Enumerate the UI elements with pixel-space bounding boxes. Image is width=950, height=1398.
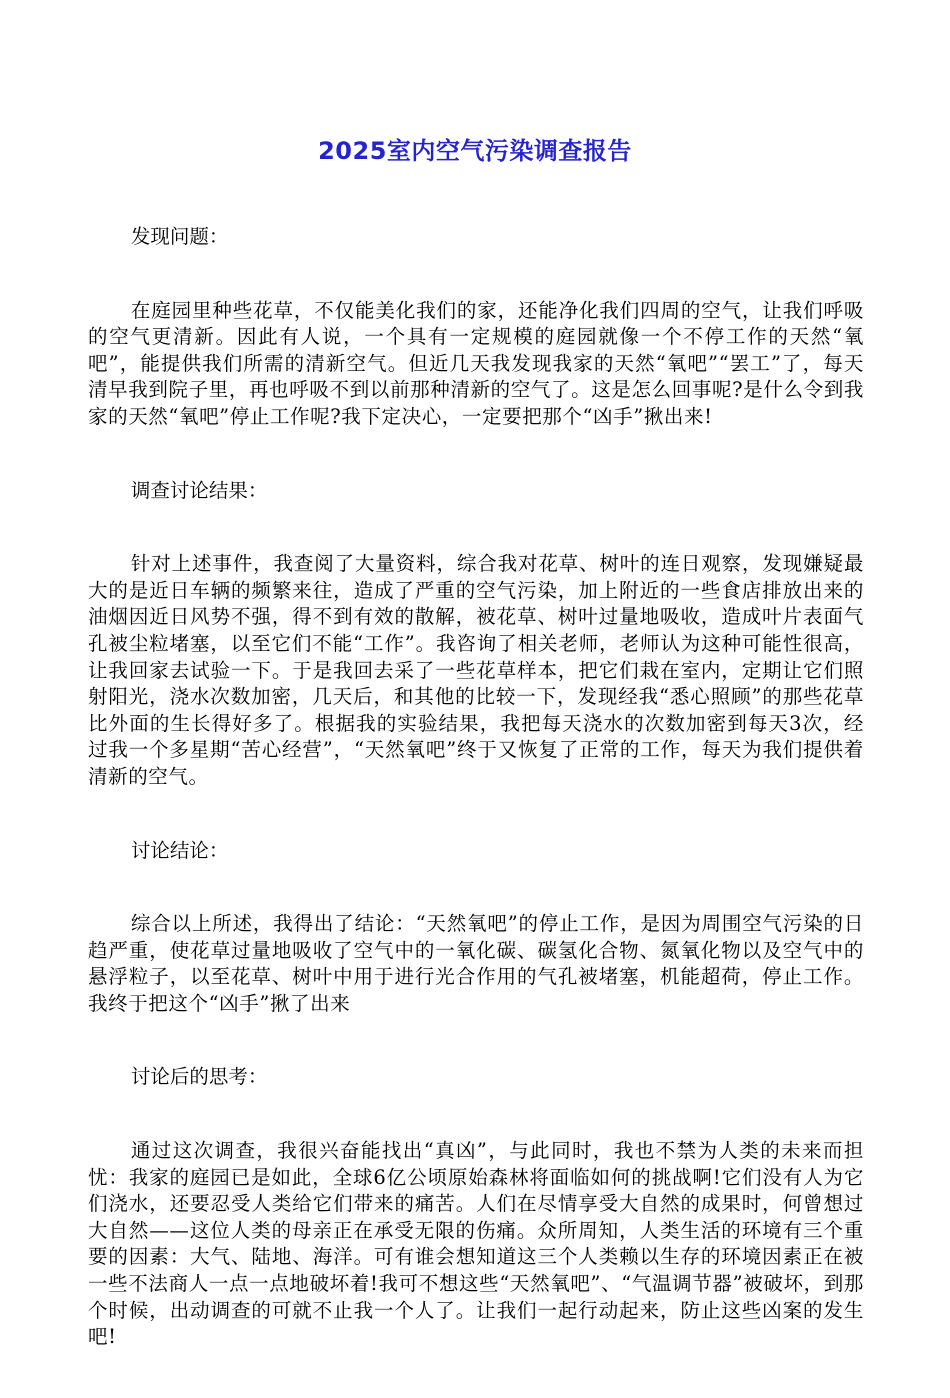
section-paragraph-conclusion: 综合以上所述，我得出了结论：“天然氧吧”的停止工作，是因为周围空气污染的日趋严重，使花草过量地吸收了空气中的一氧化碳、碳氢化合物、氮氧化物以及空气中的悬浮粒子，以至花草、树叶中用于进行光合作用的气孔被堵塞，机能超荷，停止工作。我终于把这个“凶手”揪了出来 [88, 912, 864, 1015]
document-title: 2025室内空气污染调查报告 [318, 137, 632, 165]
section-heading-investigation-results: 调查讨论结果： [130, 478, 268, 502]
section-paragraph-reflection: 通过这次调查，我很兴奋能找出“真凶”，与此同时，我也不禁为人类的未来而担忧：我家的庭园已是如此，全球6亿公顷原始森林将面临如何的挑战啊!它们没有人为它们浇水，还要忍受人类给它们带来的痛苦。人们在尽情享受大自然的成果时，何曾想过大自然——这位人类的母亲正在承受无限的伤痛。众所周知，人类生活的环境有三个重要的因素：大气、陆地、海洋。可有谁会想知道这三个人类赖以生存的环境因素正在被一些不法商人一点一点地破坏着!我可不想这些“天然氧吧”、“气温调节器”被破坏，到那个时候，出动调查的可就不止我一个人了。让我们一起行动起来，防止这些凶案的发生吧! [88, 1139, 864, 1349]
section-heading-conclusion: 讨论结论： [130, 838, 229, 862]
section-paragraph-findings: 在庭园里种些花草，不仅能美化我们的家，还能净化我们四周的空气，让我们呼吸的空气更清新。因此有人说，一个具有一定规模的庭园就像一个不停工作的天然“氧吧”，能提供我们所需的清新空气。但近几天我发现我家的天然“氧吧”“罢工”了，每天清早我到院子里，再也呼吸不到以前那种清新的空气了。这是怎么回事呢?是什么令到我家的天然“氧吧”停止工作呢?我下定决心，一定要把那个“凶手”揪出来! [88, 298, 864, 428]
section-heading-findings: 发现问题： [130, 225, 229, 248]
section-heading-reflection: 讨论后的思考： [130, 1065, 268, 1089]
document-body [88, 224, 864, 1398]
section-paragraph-investigation-results: 针对上述事件，我查阅了大量资料，综合我对花草、树叶的连日观察，发现嫌疑最大的是近日车辆的频繁来往，造成了严重的空气污染，加上附近的一些食店排放出来的油烟因近日风势不强，得不到有效的散解，被花草、树叶过量地吸收，造成叶片表面气孔被尘粒堵塞，以至它们不能“工作”。我咨询了相关老师，老师认为这种可能性很高，让我回家去试验一下。于是我回去采了一些花草样本，把它们栽在室内，定期让它们照射阳光，浇水次数加密，几天后，和其他的比较一下，发现经我“悉心照顾”的那些花草比外面的生长得好多了。根据我的实验结果，我把每天浇水的次数加密到每天3次，经过我一个多星期“苦心经营”，“天然氧吧”终于又恢复了正常的工作，每天为我们提供着清新的空气。 [88, 552, 864, 788]
